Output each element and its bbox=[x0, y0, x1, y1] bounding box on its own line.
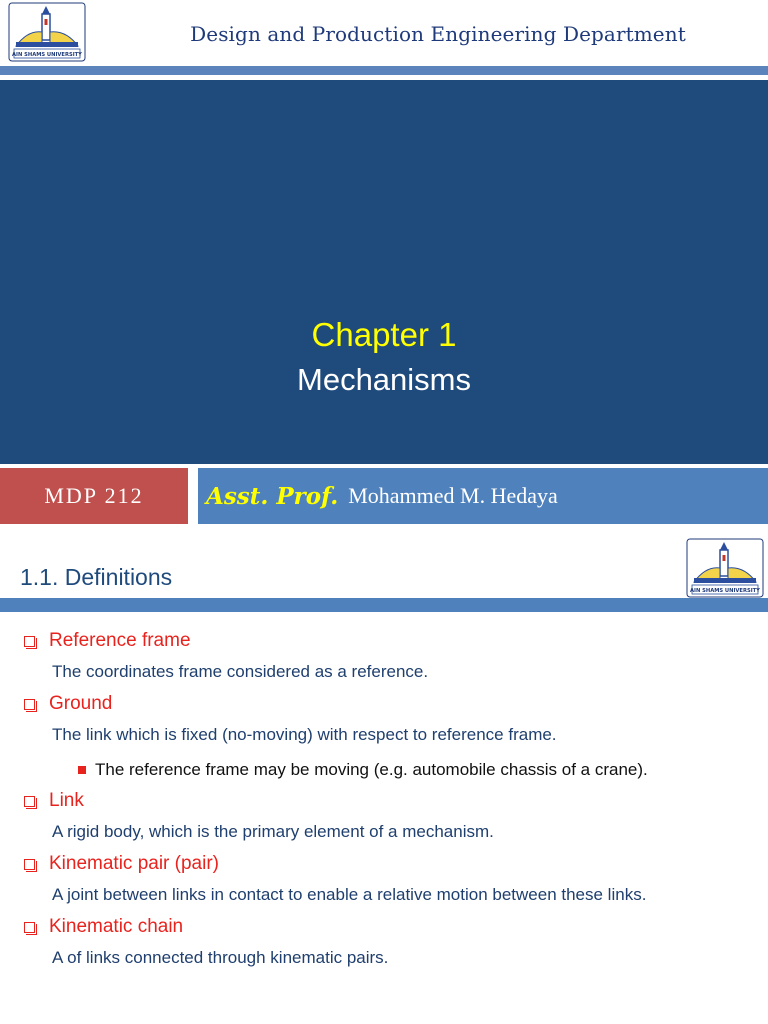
checkbox-bullet-icon bbox=[24, 636, 35, 647]
definitions-list bbox=[0, 628, 768, 970]
term-label: Ground bbox=[49, 693, 113, 714]
section-title: 1.1. Definitions bbox=[20, 564, 173, 590]
definition-text: A rigid body, which is the primary element of a mechanism. bbox=[52, 822, 494, 841]
sub-bullet-text: The reference frame may be moving (e.g. automobile chassis of a crane). bbox=[95, 760, 648, 779]
ain-shams-logo-icon bbox=[8, 2, 86, 62]
definition-text: A joint between links in contact to enable a relative motion between these links. bbox=[52, 885, 647, 904]
title-panel bbox=[0, 80, 768, 464]
logo-caption: AIN SHAMS UNIVERSITY bbox=[12, 52, 82, 58]
term-reference-frame bbox=[0, 628, 768, 654]
header-divider bbox=[0, 66, 768, 75]
square-bullet-icon bbox=[78, 766, 86, 774]
instructor-name: Mohammed M. Hedaya bbox=[348, 483, 558, 508]
section-divider bbox=[0, 598, 768, 612]
term-label: Kinematic pair (pair) bbox=[49, 853, 219, 874]
term-label: Reference frame bbox=[49, 630, 191, 651]
chapter-subtitle: Mechanisms bbox=[297, 362, 471, 397]
term-link bbox=[0, 788, 768, 814]
checkbox-bullet-icon bbox=[24, 859, 35, 870]
sub-bullet bbox=[0, 759, 768, 781]
checkbox-bullet-icon bbox=[24, 699, 35, 710]
course-code-box bbox=[0, 468, 188, 524]
checkbox-bullet-icon bbox=[24, 922, 35, 933]
definition-text: A of links connected through kinematic pairs. bbox=[52, 948, 389, 967]
instructor-title: Asst. Prof. bbox=[206, 482, 339, 510]
university-logo bbox=[8, 2, 86, 62]
definition-text: The coordinates frame considered as a reference. bbox=[52, 662, 429, 681]
department-title: Design and Production Engineering Department bbox=[190, 22, 686, 46]
course-code: MDP 212 bbox=[44, 483, 144, 508]
chapter-heading: Chapter 1 bbox=[311, 316, 457, 353]
checkbox-bullet-icon bbox=[24, 796, 35, 807]
term-kinematic-chain bbox=[0, 914, 768, 940]
university-logo-small bbox=[686, 538, 764, 598]
definitions-slide bbox=[0, 532, 768, 1024]
logo-caption: AIN SHAMS UNIVERSITY bbox=[690, 588, 760, 594]
term-kinematic-pair bbox=[0, 851, 768, 877]
instructor-box bbox=[198, 468, 768, 524]
term-label: Kinematic chain bbox=[49, 916, 184, 937]
term-label: Link bbox=[49, 790, 84, 811]
ain-shams-logo-icon bbox=[686, 538, 764, 598]
term-ground bbox=[0, 691, 768, 717]
definition-text: The link which is fixed (no-moving) with respect to reference frame. bbox=[52, 725, 557, 744]
